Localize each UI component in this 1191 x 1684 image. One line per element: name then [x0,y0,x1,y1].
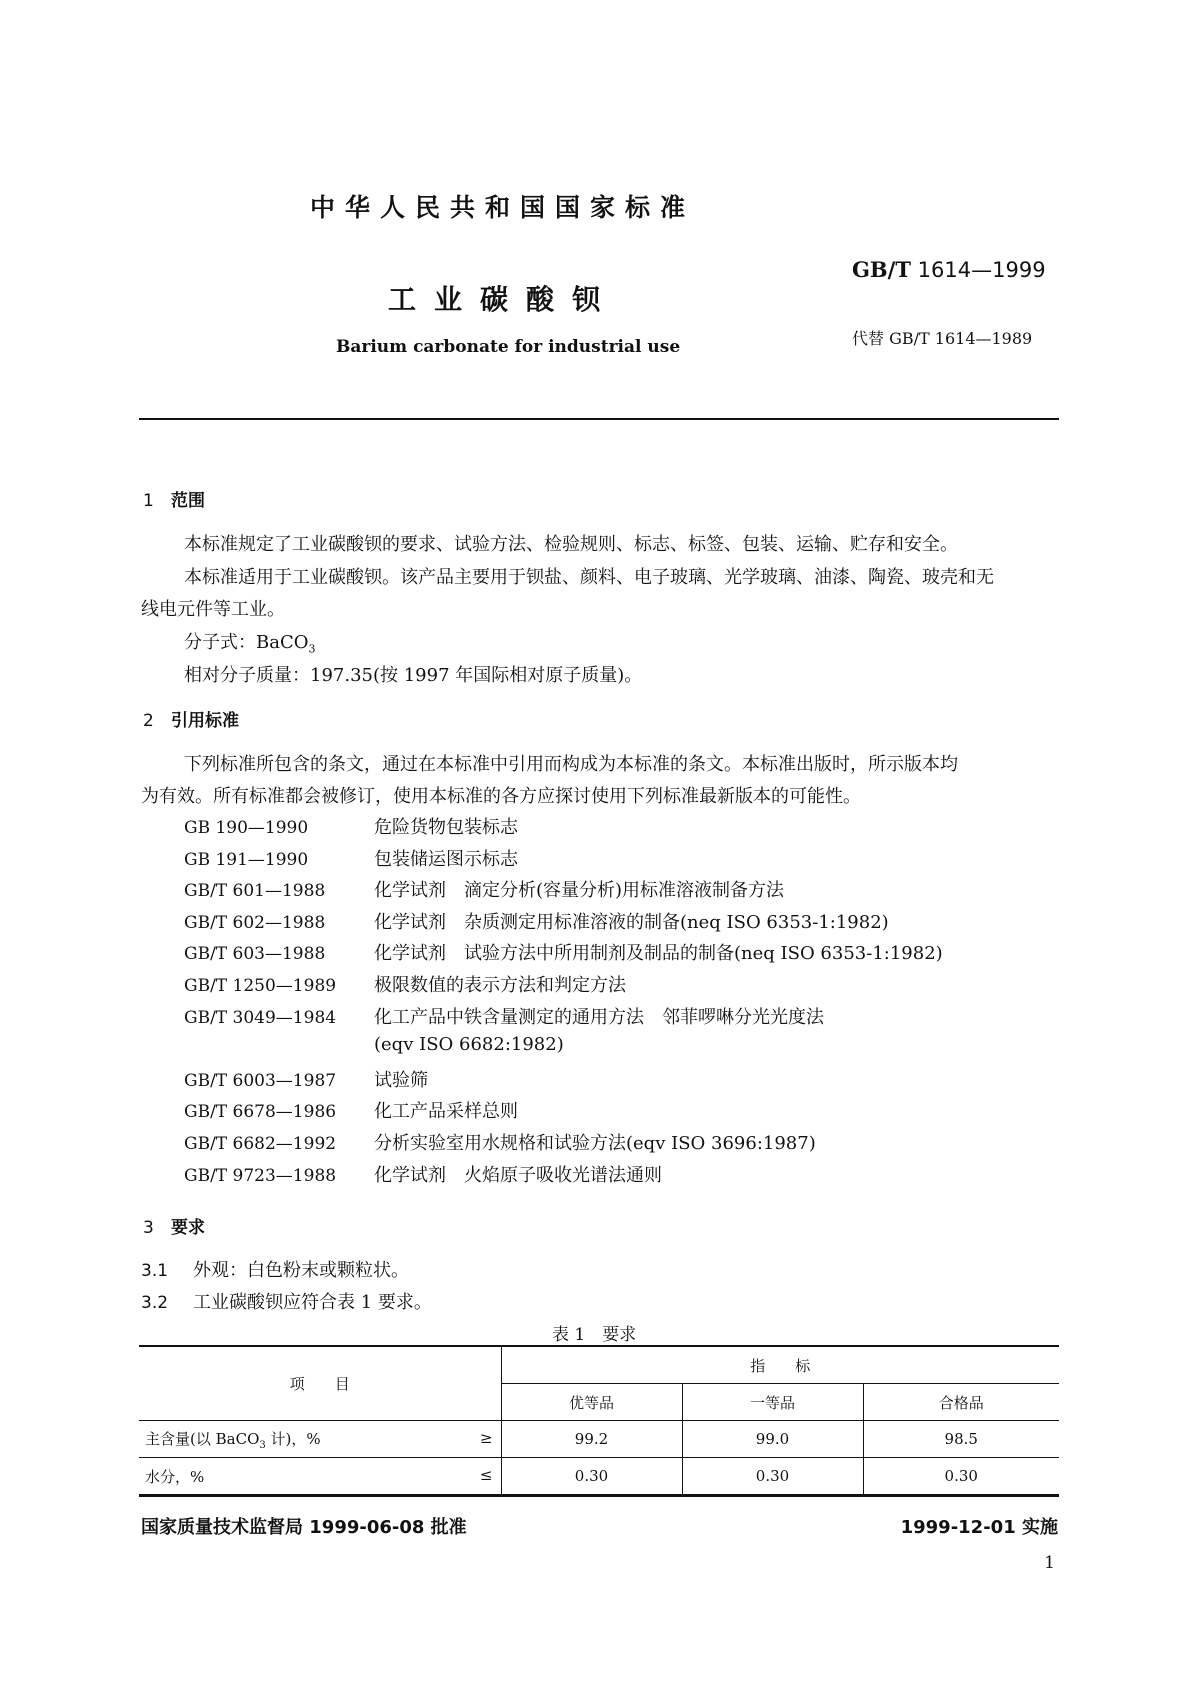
scope-paragraph-2: 本标准适用于工业碳酸钡。该产品主要用于钡盐、颜料、电子玻璃、光学玻璃、油漆、陶瓷、玻壳和无 [184,567,994,588]
row-item [139,1458,501,1496]
comparison-symbol: ≥ [479,1429,493,1447]
footer-divider [139,1495,1059,1497]
section-3-heading [143,1213,205,1238]
reference-title: 化工产品中铁含量测定的通用方法 邻菲啰啉分光光度法 [374,1007,824,1028]
molecular-mass: 相对分子质量：197.35(按 1997 年国际相对原子质量)。 [184,665,643,686]
section-1-heading [143,486,205,511]
references-paragraph-cont: 为有效。所有标准都会被修订，使用本标准的各方应探讨使用下列标准最新版本的可能性。 [141,786,861,807]
reference-item [184,845,518,871]
reference-item [184,1034,564,1055]
approval-note: 国家质量技术监督局 1999-06-08 批准 [141,1517,467,1538]
reference-title: (eqv ISO 6682:1982) [374,1034,564,1055]
section-number: 1 [143,491,154,511]
reference-code: GB/T 3049—1984 [184,1008,337,1028]
section-number: 3 [143,1218,154,1238]
reference-title: 化学试剂 杂质测定用标准溶液的制备(neq ISO 6353-1:1982) [374,912,889,933]
section-title: 要求 [171,1218,205,1238]
formula-base: BaCO [256,632,309,653]
document-title: 工业碳酸钡 [388,283,619,316]
formula-subscript: 3 [308,642,316,656]
reference-item [184,1097,518,1123]
references-paragraph: 下列标准所包含的条文，通过在本标准中引用而构成为本标准的条文。本标准出版时，所示版本均 [184,754,958,775]
section-title: 范围 [171,491,205,511]
reference-code: GB/T 6682—1992 [184,1134,337,1154]
clause-number: 3.2 [141,1293,169,1313]
clause-text: 工业碳酸钡应符合表 1 要求。 [193,1292,432,1313]
table-row [139,1458,1059,1496]
clause-text: 外观：白色粉末或颗粒状。 [193,1260,409,1281]
reference-code: GB 190—1990 [184,818,309,838]
reference-item [184,813,518,839]
reference-item [184,971,626,997]
reference-item [184,1129,816,1155]
reference-item [184,1161,662,1187]
value-cell: 0.30 [501,1458,682,1496]
national-standard-heading: 中华人民共和国国家标准 [310,193,696,222]
item-text: 主含量(以 BaCO [145,1429,260,1448]
column-header-index: 指 标 [501,1346,1059,1384]
grade-header: 合格品 [863,1384,1059,1421]
table-caption: 表 1 要求 [552,1325,637,1345]
value-cell: 0.30 [682,1458,863,1496]
item-text-suffix: 计)，% [265,1429,321,1448]
grade-header: 优等品 [501,1384,682,1421]
molecular-formula [184,628,316,656]
reference-title: 化学试剂 滴定分析(容量分析)用标准溶液制备方法 [374,880,785,901]
formula-label: 分子式： [184,632,256,653]
reference-item [184,876,784,902]
clause-number: 3.1 [141,1261,169,1281]
reference-item [184,908,889,934]
reference-code: GB/T 6678—1986 [184,1102,337,1122]
reference-code: GB/T 601—1988 [184,881,326,901]
page-number: 1 [1044,1553,1055,1573]
reference-title: 化学试剂 火焰原子吸收光谱法通则 [374,1165,662,1186]
reference-title: 危险货物包装标志 [374,817,518,838]
scope-paragraph-2-cont: 线电元件等工业。 [141,599,285,620]
effective-date: 1999-12-01 实施 [900,1517,1058,1538]
reference-title: 极限数值的表示方法和判定方法 [374,975,626,996]
clause-3-1 [141,1256,409,1282]
requirements-table [139,1345,1059,1496]
section-title: 引用标准 [171,711,239,731]
column-header-item: 项 目 [139,1346,501,1421]
section-2-heading [143,706,239,731]
item-subscript: 3 [259,1439,266,1451]
reference-code: GB/T 602—1988 [184,913,326,933]
value-cell: 98.5 [863,1421,1059,1458]
comparison-symbol: ≤ [479,1466,493,1484]
header-divider [139,418,1059,420]
row-item [139,1421,501,1458]
value-cell: 99.0 [682,1421,863,1458]
item-text: 水分，% [145,1467,205,1486]
scope-paragraph-1: 本标准规定了工业碳酸钡的要求、试验方法、检验规则、标志、标签、包装、运输、贮存和安全。 [184,534,958,555]
table-row [139,1421,1059,1458]
reference-code: GB 191—1990 [184,850,309,870]
reference-title: 化学试剂 试验方法中所用制剂及制品的制备(neq ISO 6353-1:1982) [374,943,943,964]
standard-code-number: 1614—1999 [917,258,1046,282]
reference-title: 分析实验室用水规格和试验方法(eqv ISO 3696:1987) [374,1133,816,1154]
clause-3-2 [141,1288,432,1314]
value-cell: 0.30 [863,1458,1059,1496]
grade-header: 一等品 [682,1384,863,1421]
reference-code: GB/T 6003—1987 [184,1071,337,1091]
reference-item [184,1066,428,1092]
english-title: Barium carbonate for industrial use [336,337,681,357]
reference-code: GB/T 603—1988 [184,944,326,964]
reference-title: 包装储运图示标志 [374,849,518,870]
section-number: 2 [143,711,154,731]
reference-code: GB/T 1250—1989 [184,976,337,996]
reference-item [184,1003,824,1029]
standard-code-prefix: GB/T [852,257,911,282]
reference-title: 化工产品采样总则 [374,1101,518,1122]
value-cell: 99.2 [501,1421,682,1458]
reference-title: 试验筛 [374,1070,428,1091]
standard-code [852,257,1046,282]
replaces-note: 代替 GB/T 1614—1989 [852,329,1033,348]
reference-item [184,939,943,965]
reference-code: GB/T 9723—1988 [184,1166,337,1186]
